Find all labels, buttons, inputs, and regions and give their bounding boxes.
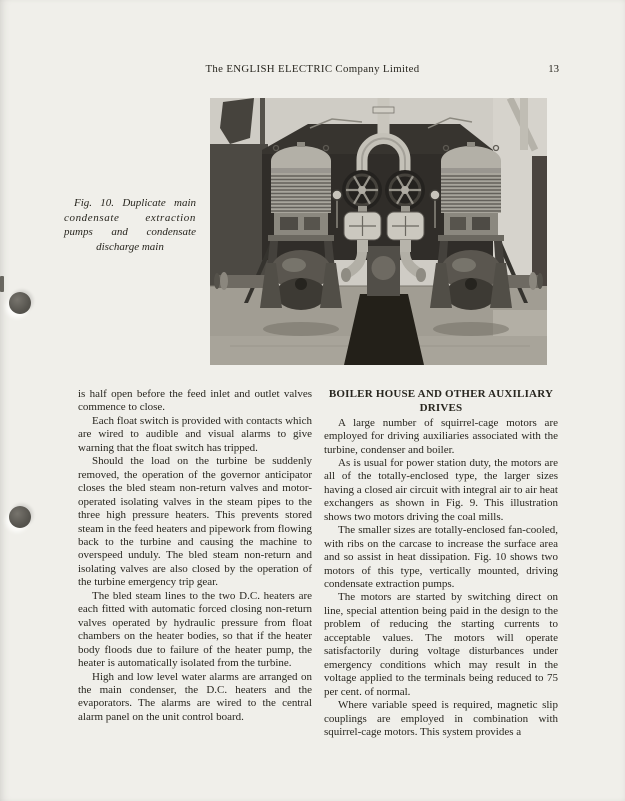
figure-photo bbox=[210, 98, 547, 365]
paragraph: High and low level water alarms are arranged on the main condenser, the D.C. heaters and the evaporators. The alarms are wired to the central alarm panel on the unit control board. bbox=[78, 670, 312, 723]
paragraph: The smaller sizes are totally-enclosed fan-cooled, with ribs on the carcase to increase the surface area and so assist in heat dissipation. Fig. 10 shows two motors of this type, vertically mounted, driving condensate extraction pumps. bbox=[324, 524, 558, 591]
paragraph: The bled steam lines to the two D.C. heaters are each fitted with automatic forced closing non-return valves operated by hydraulic pressure from float chambers on the heater bodies, so that if the heater body floods due to failure of the heater pump, the heater is automatically isolated from the turbine. bbox=[78, 589, 312, 670]
handwheel-right bbox=[385, 170, 425, 210]
section-heading-line: BOILER HOUSE AND OTHER AUXILIARY bbox=[328, 388, 554, 400]
paragraph: Where variable speed is required, magnetic slip couplings are employed in combination with squirrel-cage motors. This system provides a bbox=[324, 699, 558, 739]
right-column bbox=[324, 388, 558, 739]
page-number: 13 bbox=[548, 63, 559, 75]
paragraph: Should the load on the turbine be suddenly removed, the operation of the governor anticipator closes the bled steam non-return valves and motor-operated isolating valves in the steam pipes to the three high pressure heaters. This prevents stored steam in the feed heaters and pipework from flowing back to the turbine and causing the machine to overspeed unduly. The bled steam non-return and isolating valves are also closed by the operation of the turbine emergency trip gear. bbox=[78, 455, 312, 589]
figure-caption bbox=[64, 196, 196, 254]
page-header-title: The ENGLISH ELECTRIC Company Limited bbox=[205, 63, 420, 75]
paragraph: A large number of squirrel-cage motors are employed for driving auxiliaries associated with the turbine, condenser and boiler. bbox=[324, 416, 558, 456]
valve-body-left bbox=[344, 212, 381, 240]
two-column-text bbox=[78, 388, 558, 739]
valve-body-right bbox=[387, 212, 424, 240]
figure-caption-line: condensate extraction bbox=[64, 211, 196, 224]
paragraph: Each float switch is provided with contacts which are wired to audible and visual alarms to give warning that the float switch has tripped. bbox=[78, 414, 312, 454]
paragraph: The motors are started by switching direct on line, special attention being paid in the design to the problem of reducing the starting currents to acceptable values. The motors will operate satisfactorily during voltage disturbances under emergency conditions which may result in the voltage applied to the terminals being reduced to 75 per cent. of normal. bbox=[324, 591, 558, 698]
figure-caption-line: discharge main bbox=[96, 240, 164, 253]
figure-caption-line: pumps and condensate bbox=[64, 226, 196, 239]
section-heading-line: DRIVES bbox=[419, 401, 463, 414]
paragraph: is half open before the feed inlet and outlet valves commence to close. bbox=[78, 388, 312, 414]
punch-hole-top bbox=[9, 292, 31, 314]
figure-caption-line: Fig. 10. Duplicate main bbox=[74, 197, 196, 209]
paragraph: As is usual for power station duty, the motors are all of the totally-enclosed type, the larger sizes having a closed air circuit with integral air to air heat exchangers as shown in Fig. 9. This illustration shows two motors driving the coal mills. bbox=[324, 456, 558, 523]
handwheel-left bbox=[342, 170, 382, 210]
section-heading bbox=[324, 388, 558, 416]
scan-edge-mark bbox=[0, 276, 4, 292]
left-column bbox=[78, 388, 312, 739]
punch-hole-bottom bbox=[9, 506, 31, 528]
